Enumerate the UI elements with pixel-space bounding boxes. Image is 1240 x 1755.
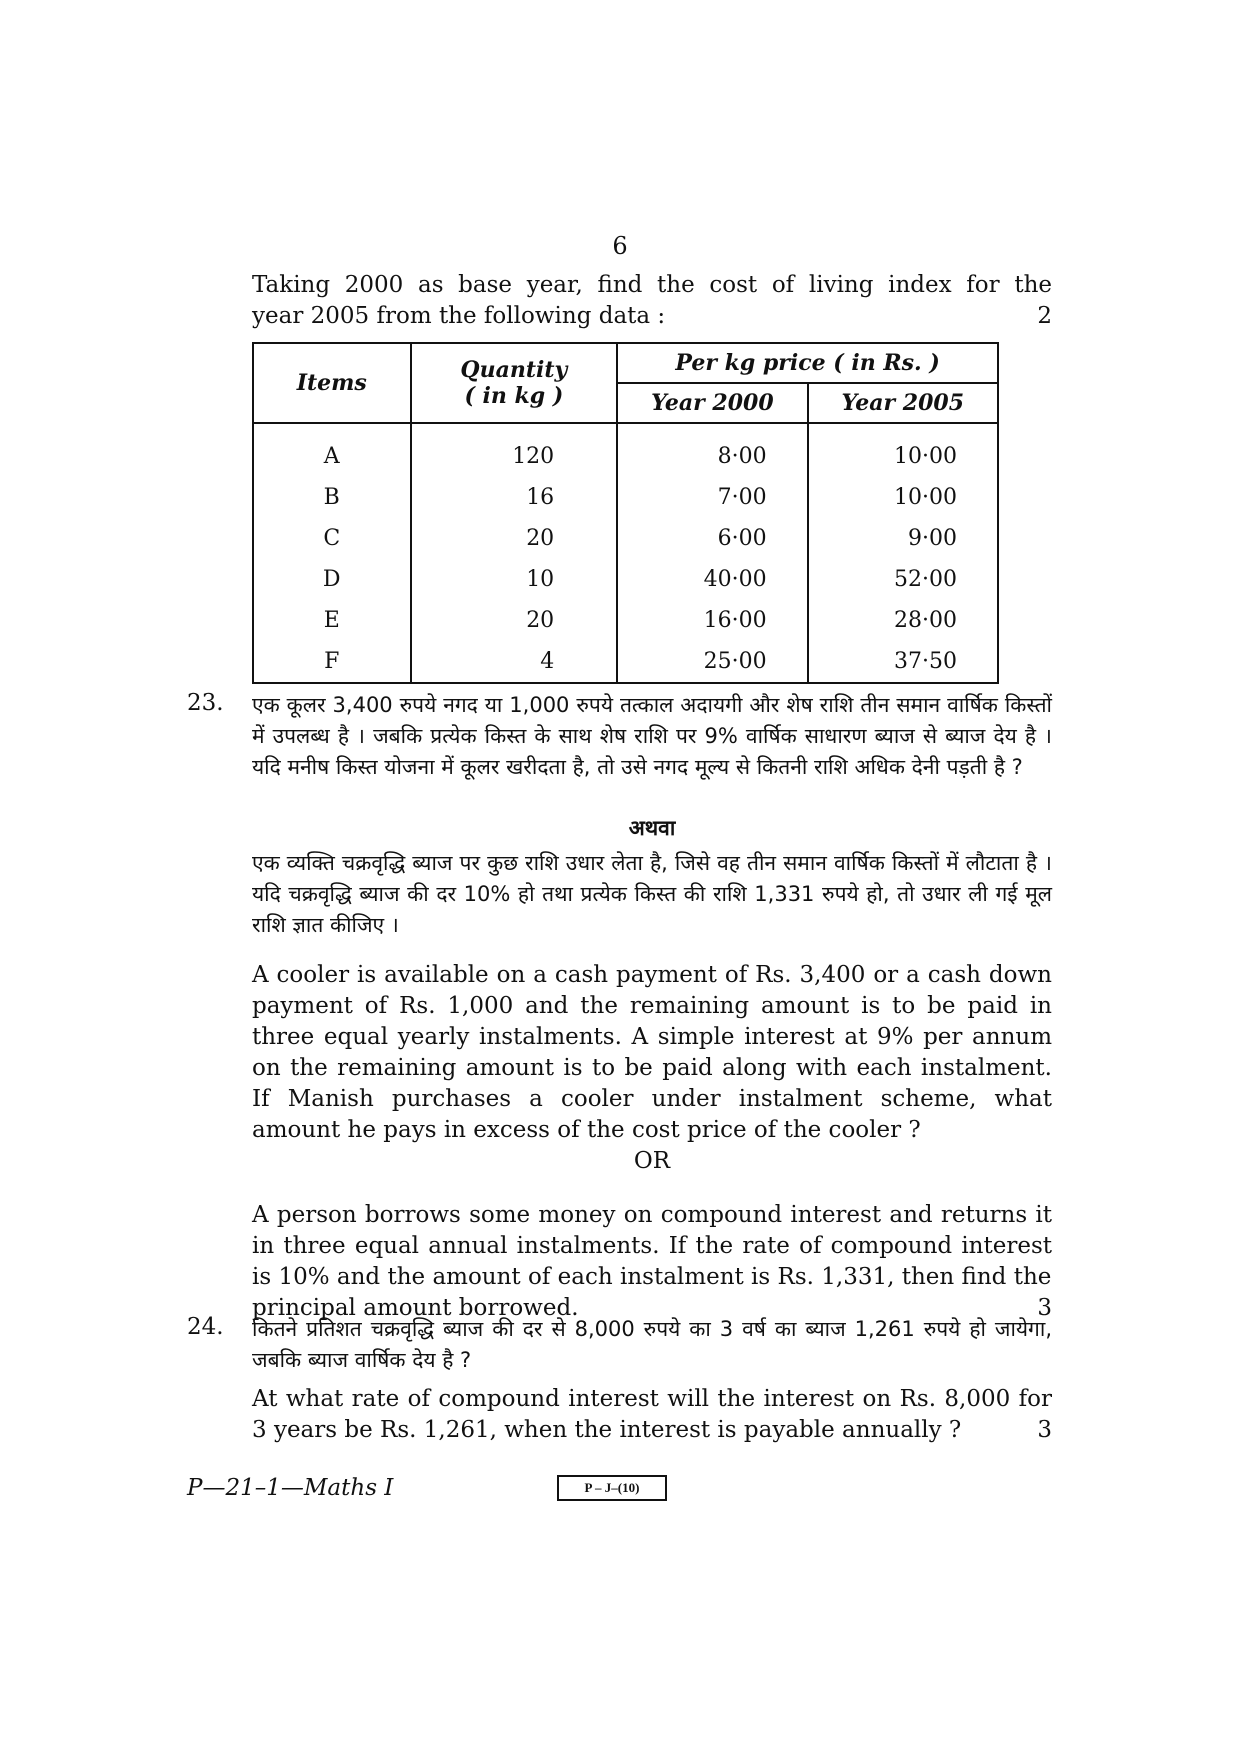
table-row: C 20 6·00 9·00 bbox=[253, 518, 998, 559]
table-row: A 120 8·00 10·00 bbox=[253, 423, 998, 477]
question-24-english-line-1: At what rate of compound interest will the interest on Rs. 8,000 for bbox=[252, 1386, 1052, 1412]
header-items: Items bbox=[253, 343, 411, 423]
header-quantity: Quantity ( in kg ) bbox=[411, 343, 618, 423]
header-price-group: Per kg price ( in Rs. ) bbox=[617, 343, 998, 383]
table-row: F 4 25·00 37·50 bbox=[253, 641, 998, 683]
marks-q22: 2 bbox=[1037, 303, 1052, 329]
intro-line-1: Taking 2000 as base year, find the cost of living index for the bbox=[252, 272, 1052, 298]
question-24-hindi: कितने प्रतिशत चक्रवृद्धि ब्याज की दर से 8,000 रुपये का 3 वर्ष का ब्याज 1,261 रुपये हो जायेगा, जबकि ब्याज वार्षिक देय है ? bbox=[252, 1317, 1052, 1372]
table-row: D 10 40·00 52·00 bbox=[253, 559, 998, 600]
question-23-hindi: एक कूलर 3,400 रुपये नगद या 1,000 रुपये तत्काल अदायगी और शेष राशि तीन समान वार्षिक किस्तों में उपलब्ध है । जबकि प्रत्येक किस्त के साथ शेष राशि पर 9% वार्षिक साधारण ब्याज से ब्याज देय है । यदि मनीष किस्त योजना में कूलर खरीदता है, तो उसे नगद मूल्य से कितनी राशि अधिक देनी पड़ती है ? bbox=[252, 693, 1052, 779]
question-23-english-alt-last: principal amount borrowed. bbox=[252, 1295, 579, 1321]
question-24-english-line-2: 3 years be Rs. 1,261, when the interest is payable annually ? bbox=[252, 1417, 962, 1443]
question-23-hindi-alt: एक व्यक्ति चक्रवृद्धि ब्याज पर कुछ राशि उधार लेता है, जिसे वह तीन समान वार्षिक किस्तों में लौटाता है । यदि चक्रवृद्धि ब्याज की दर 10% हो तथा प्रत्येक किस्त की राशि 1,331 रुपये हो, तो उधार ली गई मूल राशि ज्ञात कीजिए । bbox=[252, 851, 1052, 937]
question-23-english-alt: A person borrows some money on compound interest and returns it in three equal annual instalments. If the rate of compound interest is 10% and the amount of each instalment is Rs. 1,331, then find the principal amount borrowed. 3 bbox=[252, 1200, 1052, 1324]
header-quantity-unit: ( in kg ) bbox=[464, 383, 564, 409]
footer-box-code: P – J–(10) bbox=[557, 1475, 667, 1501]
header-year-2005: Year 2005 bbox=[808, 383, 998, 423]
question-23-english: A cooler is available on a cash payment of Rs. 3,400 or a cash down payment of Rs. 1,000 and the remaining amount is to be paid in three equal yearly instalments. A simple interest at 9% per annum on the remaining amount is to be paid along with each instalment. If Manish purchases a cooler under instalment scheme, what amount he pays in excess of the cost price of the cooler ? bbox=[252, 962, 1052, 1143]
table-row: E 20 16·00 28·00 bbox=[253, 600, 998, 641]
intro-line-2: year 2005 from the following data : bbox=[252, 303, 666, 329]
question-23-number: 23. bbox=[187, 690, 224, 716]
header-year-2000: Year 2000 bbox=[617, 383, 807, 423]
page-number: 6 bbox=[612, 232, 628, 260]
price-table bbox=[252, 342, 999, 684]
or-english: OR bbox=[633, 1148, 671, 1174]
marks-q23: 3 bbox=[1037, 1295, 1052, 1321]
footer-paper-code: P—21–1—Maths I bbox=[187, 1475, 394, 1501]
table-row: B 16 7·00 10·00 bbox=[253, 477, 998, 518]
question-22-intro bbox=[252, 270, 1052, 332]
or-hindi: अथवा bbox=[628, 816, 676, 840]
question-24-number: 24. bbox=[187, 1314, 224, 1340]
question-24-english bbox=[252, 1384, 1052, 1446]
marks-q24: 3 bbox=[1037, 1417, 1052, 1443]
